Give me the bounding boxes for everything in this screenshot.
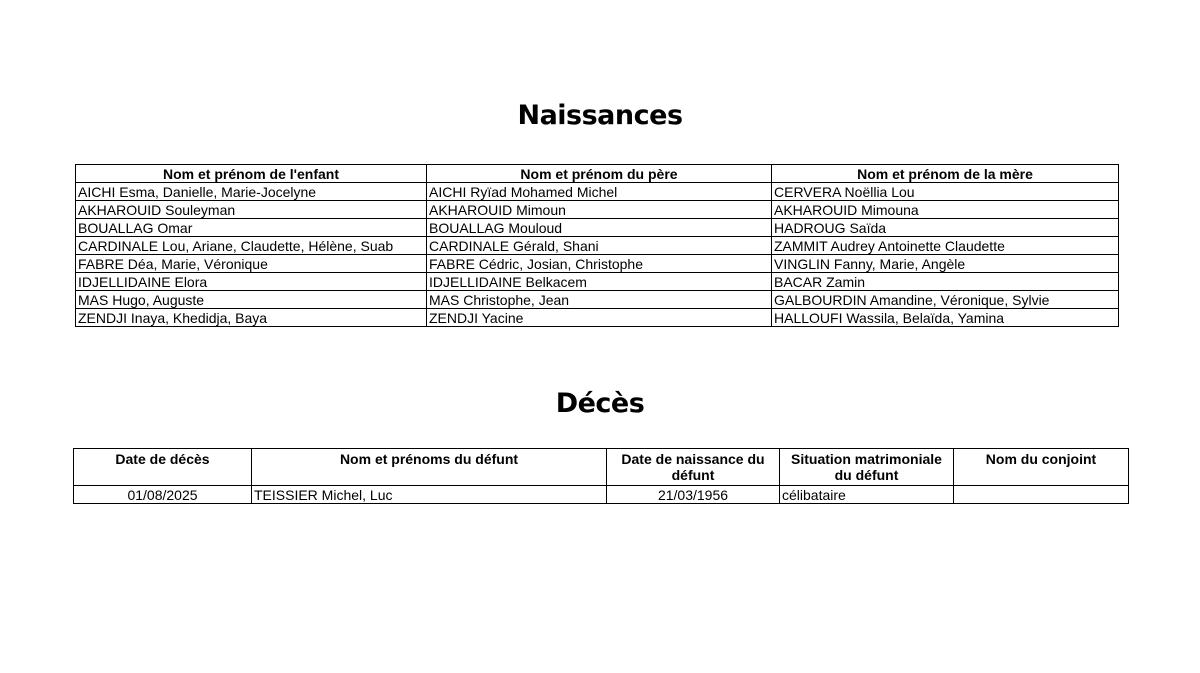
table-row xyxy=(76,219,1119,237)
cell-mere: HALLOUFI Wassila, Belaïda, Yamina xyxy=(772,309,1119,327)
cell-date-deces: 01/08/2025 xyxy=(74,486,252,504)
table-row xyxy=(76,255,1119,273)
naissances-title: Naissances xyxy=(517,100,683,131)
cell-mere: BACAR Zamin xyxy=(772,273,1119,291)
cell-pere: MAS Christophe, Jean xyxy=(427,291,772,309)
cell-mere: ZAMMIT Audrey Antoinette Claudette xyxy=(772,237,1119,255)
table-row xyxy=(76,309,1119,327)
naissances-table xyxy=(75,164,1119,327)
header-situation: Situation matrimoniale du défunt xyxy=(780,449,954,486)
cell-mere: AKHAROUID Mimouna xyxy=(772,201,1119,219)
cell-pere: ZENDJI Yacine xyxy=(427,309,772,327)
cell-mere: VINGLIN Fanny, Marie, Angèle xyxy=(772,255,1119,273)
cell-enfant: BOUALLAG Omar xyxy=(76,219,427,237)
table-row xyxy=(76,183,1119,201)
naissances-header-row xyxy=(76,165,1119,183)
deces-header-row xyxy=(74,449,1129,486)
cell-enfant: ZENDJI Inaya, Khedidja, Baya xyxy=(76,309,427,327)
cell-mere: HADROUG Saïda xyxy=(772,219,1119,237)
deces-title: Décès xyxy=(555,388,645,419)
cell-enfant: AICHI Esma, Danielle, Marie-Jocelyne xyxy=(76,183,427,201)
header-nom-defunt: Nom et prénoms du défunt xyxy=(252,449,607,486)
header-mere: Nom et prénom de la mère xyxy=(772,165,1119,183)
cell-pere: FABRE Cédric, Josian, Christophe xyxy=(427,255,772,273)
cell-pere: AICHI Ryïad Mohamed Michel xyxy=(427,183,772,201)
cell-mere: CERVERA Noëllia Lou xyxy=(772,183,1119,201)
cell-pere: BOUALLAG Mouloud xyxy=(427,219,772,237)
cell-conjoint xyxy=(954,486,1129,504)
cell-enfant: CARDINALE Lou, Ariane, Claudette, Hélène, Suab xyxy=(76,237,427,255)
cell-pere: AKHAROUID Mimoun xyxy=(427,201,772,219)
cell-enfant: AKHAROUID Souleyman xyxy=(76,201,427,219)
cell-pere: IDJELLIDAINE Belkacem xyxy=(427,273,772,291)
cell-nom-defunt: TEISSIER Michel, Luc xyxy=(252,486,607,504)
cell-date-naissance: 21/03/1956 xyxy=(607,486,780,504)
cell-enfant: FABRE Déa, Marie, Véronique xyxy=(76,255,427,273)
cell-mere: GALBOURDIN Amandine, Véronique, Sylvie xyxy=(772,291,1119,309)
table-row xyxy=(76,237,1119,255)
header-pere: Nom et prénom du père xyxy=(427,165,772,183)
cell-enfant: IDJELLIDAINE Elora xyxy=(76,273,427,291)
cell-pere: CARDINALE Gérald, Shani xyxy=(427,237,772,255)
cell-enfant: MAS Hugo, Auguste xyxy=(76,291,427,309)
table-row xyxy=(76,291,1119,309)
table-row xyxy=(76,201,1119,219)
deces-table xyxy=(73,448,1129,504)
header-date-naissance: Date de naissance du défunt xyxy=(607,449,780,486)
table-row xyxy=(74,486,1129,504)
cell-situation: célibataire xyxy=(780,486,954,504)
header-enfant: Nom et prénom de l'enfant xyxy=(76,165,427,183)
header-date-deces: Date de décès xyxy=(74,449,252,486)
table-row xyxy=(76,273,1119,291)
header-conjoint: Nom du conjoint xyxy=(954,449,1129,486)
